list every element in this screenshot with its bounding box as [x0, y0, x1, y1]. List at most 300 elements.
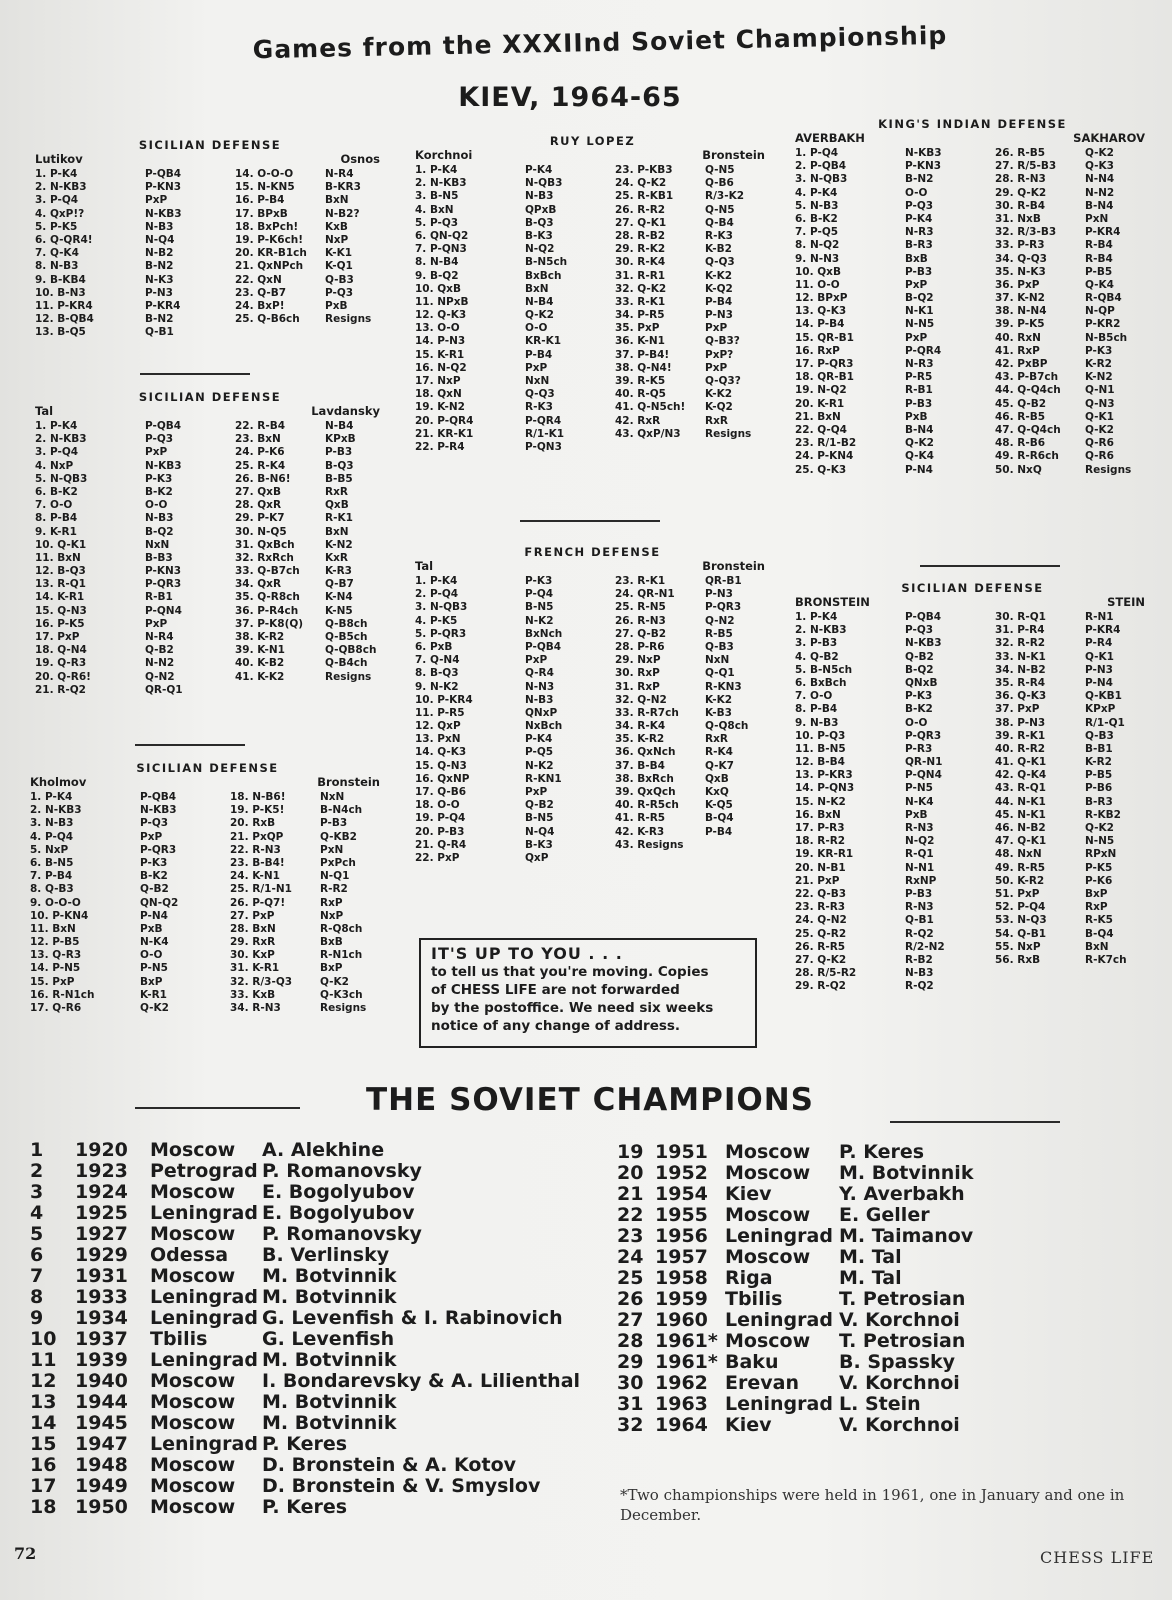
move: 29. NxP — [615, 654, 661, 667]
champion-city: Moscow — [725, 1246, 811, 1268]
move: K-Q2 — [705, 282, 733, 295]
move: 19. Q-R3 — [35, 657, 87, 670]
move: 1. P-K4 — [415, 575, 458, 587]
move: R-QB4 — [1085, 292, 1122, 305]
move: RxR — [705, 733, 728, 746]
champion-year: 1929 — [75, 1244, 128, 1266]
move: 8. P-B4 — [35, 512, 78, 525]
white-moves-column — [35, 168, 94, 339]
move: PxP — [525, 654, 548, 667]
separator-rule — [520, 520, 660, 522]
move: R-K4 — [705, 746, 733, 759]
champion-city: Moscow — [150, 1496, 236, 1518]
page-number: 72 — [14, 1544, 37, 1563]
move: Q-B2 — [145, 644, 174, 657]
champion-row — [617, 1415, 1157, 1436]
game-tal-bronstein — [415, 546, 770, 886]
move: P-B3 — [905, 887, 933, 900]
move: Q-Q3? — [705, 375, 741, 387]
move: B-N4 — [905, 423, 934, 436]
move: 43. P-B7ch — [995, 371, 1059, 384]
game-lutikov-osnos — [35, 139, 385, 339]
move: 30. R-Q1 — [995, 611, 1046, 623]
move: 52. P-Q4 — [995, 901, 1046, 914]
move: 2. N-KB3 — [35, 433, 87, 446]
move: PxP — [525, 361, 548, 374]
move: 16. P-B4 — [235, 194, 285, 207]
move: 41. RxP — [995, 344, 1040, 357]
move: 5. N-B3 — [795, 199, 839, 212]
champion-year: 1963 — [655, 1393, 708, 1415]
move: K-R2 — [1085, 358, 1112, 370]
move: Q-N2 — [145, 670, 175, 683]
move: 42. RxR — [615, 414, 661, 427]
champion-n: 22 — [617, 1204, 644, 1226]
move: K-Q5 — [705, 799, 733, 812]
move: P-K5 — [1085, 861, 1113, 874]
champion-city: Moscow — [725, 1330, 811, 1352]
champion-city: Leningrad — [150, 1349, 258, 1371]
move: 23. Q-B7 — [235, 286, 287, 299]
move: 43. Resigns — [615, 838, 684, 851]
move: 10. Q-K1 — [35, 538, 87, 551]
move: P-B6 — [1085, 782, 1113, 795]
champion-n: 13 — [30, 1391, 57, 1413]
move: 35. K-R2 — [615, 733, 665, 746]
move: 34. Q-Q3 — [995, 252, 1047, 265]
move: 1. P-K4 — [35, 168, 78, 180]
move: 11. BxN — [30, 922, 76, 935]
champion-name: B. Verlinsky — [262, 1244, 390, 1266]
champions-list-left — [30, 1140, 590, 1518]
move: 31. QxBch — [235, 538, 295, 551]
separator-rule — [135, 1107, 300, 1109]
move: 33. R-K1 — [615, 295, 666, 308]
move: 15. PxP — [30, 975, 75, 988]
move: KxB — [325, 220, 348, 233]
move: 23. B-B4! — [230, 856, 285, 869]
champion-city: Odessa — [150, 1244, 229, 1266]
move: P-B4 — [705, 295, 733, 308]
move: N-K4 — [905, 795, 934, 808]
move: 30. R-K4 — [615, 256, 666, 269]
move: 11. P-R5 — [415, 706, 465, 719]
opening-name: SICILIAN DEFENSE — [136, 761, 279, 775]
move: R-N1ch — [320, 949, 363, 962]
move: R-B1 — [145, 591, 173, 604]
champion-name: L. Stein — [839, 1393, 921, 1415]
move: N-N4 — [1085, 173, 1115, 186]
champion-year: 1945 — [75, 1412, 128, 1434]
move: Q-B3 — [325, 273, 354, 286]
move: B-B3 — [145, 551, 173, 564]
move: 20. P-QR4 — [415, 414, 474, 427]
black-moves-column — [705, 164, 751, 441]
move: R-R2 — [320, 883, 348, 896]
move: 3. P-B3 — [795, 637, 838, 650]
champion-name: M. Taimanov — [839, 1225, 974, 1247]
champion-year: 1927 — [75, 1223, 128, 1245]
black-player: STEIN — [1107, 595, 1145, 609]
move: RPxN — [1085, 848, 1117, 861]
move: 13. PxN — [415, 733, 461, 746]
champion-name: P. Keres — [262, 1496, 348, 1518]
move: 37. P-K8(Q) — [235, 617, 304, 630]
move: P-KN3 — [145, 181, 182, 194]
move: N-R4 — [325, 168, 354, 180]
move: 25. Q-K3 — [795, 463, 847, 476]
move: 43. R-Q1 — [995, 782, 1046, 795]
move: B-Q2 — [145, 525, 174, 538]
move: 33. KxB — [230, 988, 276, 1001]
move: 15. Q-N3 — [415, 759, 467, 772]
opening-name: SICILIAN DEFENSE — [901, 581, 1044, 595]
champion-n: 7 — [30, 1265, 44, 1287]
move: 5. P-K5 — [35, 220, 78, 233]
move: Q-R4 — [525, 667, 554, 680]
move: 39. K-N1 — [235, 644, 285, 657]
move: 22. PxP — [415, 851, 460, 864]
move: 3. B-N5 — [415, 190, 459, 203]
move: 12. B-B4 — [795, 756, 845, 769]
move: 21. QxNPch — [235, 260, 304, 273]
white-moves-column — [995, 611, 1047, 993]
move: 39. P-K5 — [995, 318, 1045, 331]
move: R-K3 — [525, 401, 553, 414]
champion-city: Moscow — [150, 1181, 236, 1203]
move: 27. PxP — [230, 909, 275, 922]
champion-year: 1950 — [75, 1496, 128, 1518]
move: N-B4 — [525, 295, 554, 308]
champion-city: Leningrad — [725, 1309, 833, 1331]
move — [1085, 980, 1127, 993]
move: BxP — [1085, 887, 1108, 900]
move: 55. NxP — [995, 940, 1041, 953]
move: 23. P-KB3 — [615, 164, 673, 176]
move: R-K5 — [1085, 914, 1113, 927]
move: P-KR4 — [1085, 624, 1121, 637]
move: Q-B3 — [1085, 729, 1114, 742]
move: 28. P-R6 — [615, 640, 665, 653]
champion-n: 9 — [30, 1307, 44, 1329]
move: 33. P-R3 — [995, 239, 1045, 252]
black-player: Bronstein — [702, 559, 765, 573]
champion-row — [617, 1394, 1157, 1415]
champion-year: 1949 — [75, 1475, 128, 1497]
champion-n: 2 — [30, 1160, 44, 1182]
move: 18. BxPch! — [235, 220, 299, 233]
champion-n: 27 — [617, 1309, 644, 1331]
move: P-QR3 — [140, 843, 177, 856]
move: 31. NxB — [995, 212, 1041, 225]
move: N-K2 — [525, 759, 554, 772]
move: RxR — [325, 485, 348, 498]
champion-row — [30, 1266, 590, 1287]
move: 5. NxP — [30, 843, 69, 856]
move: 29. RxR — [230, 936, 276, 949]
move: P-R4 — [1085, 637, 1113, 650]
champion-row — [30, 1371, 590, 1392]
move — [325, 684, 376, 697]
move: P-K3 — [140, 856, 168, 869]
separator-rule — [920, 565, 1060, 567]
move: RxP — [1085, 901, 1108, 914]
move: 32. Q-K2 — [615, 282, 667, 295]
champion-city: Moscow — [150, 1370, 236, 1392]
move: 26. R-B5 — [995, 147, 1046, 159]
champion-year: 1955 — [655, 1204, 708, 1226]
move — [705, 839, 748, 852]
champion-name: V. Korchnoi — [839, 1309, 960, 1331]
move: N-B3 — [145, 512, 174, 525]
move: PxB — [140, 922, 163, 935]
move: 19. N-Q2 — [795, 384, 847, 397]
move: BxN — [1085, 940, 1109, 953]
move: NxN — [525, 375, 550, 387]
move: 11. B-N5 — [795, 742, 846, 755]
move: 33. R-R7ch — [615, 706, 679, 719]
champion-city: Leningrad — [725, 1225, 833, 1247]
champion-year: 1940 — [75, 1370, 128, 1392]
move: 15. Q-N3 — [35, 604, 87, 617]
move: R-N3 — [905, 822, 934, 834]
white-moves-column — [30, 791, 95, 1015]
move: 39. R-K5 — [615, 375, 666, 387]
move: N-Q1 — [320, 870, 350, 883]
move: 22. R-B4 — [235, 420, 286, 432]
move: 7. O-O — [35, 499, 73, 512]
move: K-Q1 — [325, 260, 353, 273]
move: PxP — [145, 446, 168, 459]
move: P-QR4 — [905, 344, 942, 357]
move: 31. RxP — [615, 680, 660, 693]
move: P-QN4 — [145, 604, 182, 617]
move: P-N3 — [705, 588, 733, 601]
move: K-K2 — [705, 693, 733, 706]
move: R-K3 — [705, 229, 733, 242]
champion-year: 1931 — [75, 1265, 128, 1287]
white-moves-column — [615, 164, 685, 441]
move: 14. K-R1 — [35, 591, 85, 604]
notice-line: to tell us that you're moving. Copies — [431, 964, 709, 980]
move: B-N5 — [525, 601, 554, 614]
move: 11. BxN — [35, 551, 81, 564]
move: Q-B2 — [525, 799, 554, 812]
move: PxP — [145, 194, 168, 207]
move: QxP — [525, 851, 549, 864]
move: 17. P-R3 — [795, 822, 845, 834]
move: 22. Q-Q4 — [795, 423, 847, 436]
move: N-K3 — [145, 273, 174, 286]
move: 6. Q-QR4! — [35, 233, 93, 246]
move: 14. P-B4 — [795, 318, 845, 331]
white-player: Korchnoi — [415, 148, 473, 162]
move: Q-K2 — [320, 975, 349, 988]
move: NxP — [320, 909, 344, 922]
move: Q-K7 — [705, 759, 734, 772]
move: N-B3 — [905, 967, 934, 980]
move: 46. R-B5 — [995, 410, 1046, 423]
move: 42. Q-K4 — [995, 769, 1047, 782]
move — [235, 684, 303, 697]
champion-n: 23 — [617, 1225, 644, 1247]
move: 3. N-B3 — [30, 817, 74, 830]
champion-city: Tbilis — [725, 1288, 783, 1310]
move: 24. K-N1 — [230, 870, 280, 883]
move: 8. N-B3 — [35, 260, 79, 273]
move: 3. N-QB3 — [795, 173, 848, 186]
move: K-R1 — [140, 988, 167, 1001]
move: BxB — [905, 252, 928, 265]
move: N-B2 — [145, 247, 174, 260]
champion-year: 1961* — [655, 1351, 718, 1373]
champion-city: Leningrad — [150, 1202, 258, 1224]
move: 16. N-Q2 — [415, 361, 467, 374]
move: N-R3 — [905, 226, 934, 239]
opening-name: KING'S INDIAN DEFENSE — [878, 117, 1067, 131]
move: B-K3 — [525, 229, 553, 242]
move: 25. R-N5 — [615, 601, 666, 614]
game-averbakh-sakharov — [795, 118, 1150, 538]
champion-name: M. Tal — [839, 1246, 902, 1268]
champion-name: T. Petrosian — [839, 1330, 966, 1352]
move: 12. QxP — [415, 720, 461, 733]
move: 32. Q-N2 — [615, 693, 667, 706]
move: P-B3 — [325, 446, 353, 459]
move: BxNch — [525, 627, 563, 640]
move: 7. P-Q5 — [795, 226, 839, 239]
move: 30. KxP — [230, 949, 275, 962]
champion-city: Leningrad — [150, 1286, 258, 1308]
move: 32. R/3-B3 — [995, 226, 1057, 239]
move: B-K2 — [905, 703, 933, 716]
move: P-KR4 — [1085, 226, 1121, 239]
move: P-KN3 — [145, 565, 182, 578]
black-player: Bronstein — [317, 775, 380, 789]
move: P-QB4 — [140, 791, 177, 803]
champion-n: 30 — [617, 1372, 644, 1394]
move: 19. K-N2 — [415, 401, 465, 414]
champion-n: 10 — [30, 1328, 57, 1350]
champion-n: 32 — [617, 1414, 644, 1436]
move: 21. PxP — [795, 874, 840, 887]
champion-year: 1937 — [75, 1328, 128, 1350]
move: Q-K1 — [1085, 650, 1114, 663]
move: 31. R-R1 — [615, 269, 666, 282]
move: 14. P-N3 — [415, 335, 466, 348]
champion-name: P. Romanovsky — [262, 1160, 422, 1182]
move: K-B2 — [705, 243, 732, 256]
move: P-K3 — [905, 690, 933, 703]
move: B-Q2 — [905, 663, 934, 676]
move: PxN — [320, 843, 344, 856]
move: 34. R-N3 — [230, 1002, 281, 1014]
move: R/1-Q1 — [1085, 716, 1125, 729]
move: 22. QxN — [235, 273, 282, 286]
move: BxN — [325, 194, 349, 207]
black-moves-column — [1085, 147, 1131, 477]
move: P-Q5 — [525, 746, 554, 759]
champion-year: 1952 — [655, 1162, 708, 1184]
move: 48. NxN — [995, 848, 1042, 861]
move: 24. BxP! — [235, 299, 285, 312]
move: 41. Q-N5ch! — [615, 401, 686, 414]
move: R-KB2 — [1085, 808, 1121, 821]
black-moves-column — [705, 575, 748, 852]
move: 28. R/5-R2 — [795, 967, 857, 980]
move: 25. Q-R2 — [795, 927, 847, 940]
move: Q-N2 — [705, 614, 735, 627]
move: Resigns — [1085, 463, 1132, 476]
champion-year: 1933 — [75, 1286, 128, 1308]
move: 34. R-K4 — [615, 720, 666, 733]
white-player: Tal — [35, 404, 54, 418]
move: 26. R-R5 — [795, 940, 846, 953]
move: N-N2 — [1085, 186, 1115, 199]
move: Q-K2 — [1085, 423, 1114, 436]
move: P-Q4 — [525, 588, 554, 601]
move: 17. PxP — [35, 631, 80, 643]
move: K-B3 — [705, 706, 732, 719]
move: Q-K2 — [1085, 822, 1114, 834]
move: PxB — [905, 808, 928, 821]
champion-name: D. Bronstein & V. Smyslov — [262, 1475, 541, 1497]
page-subtitle: KIEV, 1964-65 — [458, 82, 682, 113]
move: N-B3 — [145, 220, 174, 233]
move: RxR — [705, 414, 728, 427]
move: Q-N5 — [705, 164, 735, 176]
move: PxP — [905, 331, 928, 344]
move: B-Q3 — [525, 216, 554, 229]
move: 39. QxQch — [615, 786, 676, 798]
move: B-B5 — [325, 472, 353, 485]
white-moves-column — [795, 611, 856, 993]
move: 11. O-O — [795, 278, 840, 291]
move: 37. PxP — [995, 703, 1040, 716]
move: 43. QxP/N3 — [615, 427, 681, 440]
move: 28. R-N3 — [995, 173, 1046, 186]
champion-year: 1944 — [75, 1391, 128, 1413]
move: 13. P-KR3 — [795, 769, 853, 782]
move: 32. RxRch — [235, 551, 294, 564]
move: 44. N-K1 — [995, 795, 1046, 808]
move: KxQ — [705, 786, 729, 798]
move: N-N5 — [905, 318, 935, 331]
champion-name: V. Korchnoi — [839, 1372, 960, 1394]
move: 27. Q-B2 — [615, 627, 667, 640]
move: 47. Q-K1 — [995, 835, 1047, 848]
white-moves-column — [35, 420, 91, 697]
move: Q-K1 — [1085, 410, 1114, 423]
move: 29. R-K2 — [615, 243, 666, 256]
move: PxP — [140, 830, 163, 843]
champion-n: 1 — [30, 1139, 44, 1161]
move: 19. P-K6ch! — [235, 233, 304, 246]
move: NxBch — [525, 720, 563, 733]
move: 28. BxN — [230, 922, 276, 935]
move: 20. N-B1 — [795, 861, 846, 874]
champion-city: Kiev — [725, 1183, 772, 1205]
move: P-B4 — [705, 825, 733, 838]
move: 24. Q-N2 — [795, 914, 847, 927]
move: 12. B-Q3 — [35, 565, 86, 578]
white-moves-column — [235, 168, 307, 339]
move: 6. BxBch — [795, 676, 847, 689]
move: Resigns — [325, 670, 372, 683]
move: 13. Q-K3 — [795, 305, 847, 318]
move: 11. NPxB — [415, 295, 469, 308]
champion-row — [617, 1331, 1157, 1352]
